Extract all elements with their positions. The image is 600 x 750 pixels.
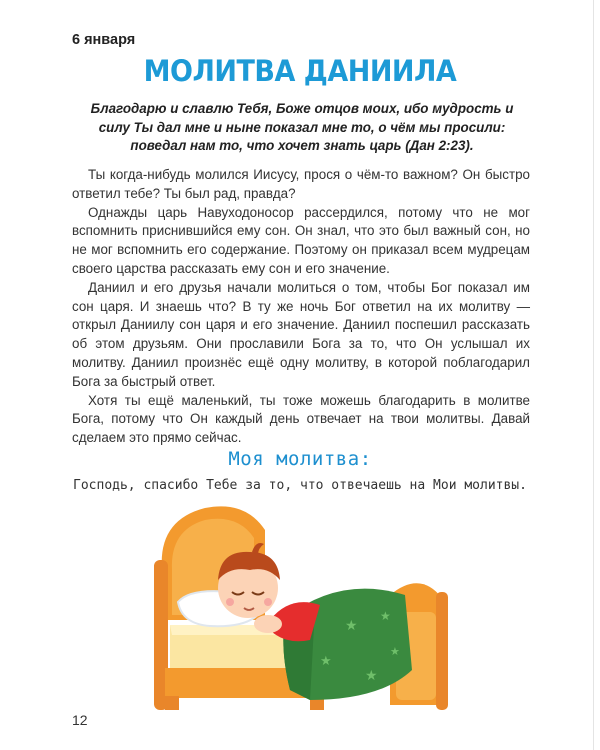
prayer-heading: Моя молитва:: [228, 448, 372, 470]
paragraph-4: Хотя ты ещё маленький, ты тоже можешь благодарить в молитве Бога, потому что Он каждый день отвечает на твои молитвы. Давай сделаем это прямо сейчас.: [72, 392, 530, 446]
date-header: 6 января: [72, 32, 136, 48]
svg-text:★: ★: [345, 618, 358, 634]
svg-text:★: ★: [380, 609, 391, 623]
svg-text:★: ★: [320, 654, 332, 669]
prayer-text: Господь, спасибо Тебе за то, что отвечаешь на Мои молитвы.: [73, 478, 527, 493]
svg-text:★: ★: [365, 668, 378, 684]
page-edge-line: [593, 0, 594, 750]
paragraph-1: Ты когда-нибудь молился Иисусу, прося о чём-то важном? Он быстро ответил тебе? Ты был рад, правда?: [72, 167, 530, 201]
page-title: МОЛИТВА ДАНИИЛА: [143, 54, 457, 89]
paragraph-2: Однажды царь Навуходоносор рассердился, потому что не мог вспомнить приснившийся ему сон. Он знал, что это был важный сон, но не мог вспомнить его содержание. Поэтому он приказал всем мудрецам своего царства рассказать ему сон и его значение.: [72, 204, 530, 276]
svg-text:★: ★: [390, 645, 400, 658]
paragraph-3: Даниил и его друзья начали молиться о том, чтобы Бог показал им сон царя. И знаешь что? В ту же ночь Бог ответил на их молитву — открыл Даниилу сон царя и его значение. Даниил поспешил рассказать об этом друзьям. Они прославили Бога за то, что Он услышал их молитву. Даниил произнёс ещё одну молитву, в которой поблагодарил Бога за быстрый ответ.: [72, 279, 530, 389]
boy-hand: [254, 615, 282, 633]
story-body: [72, 166, 530, 448]
page-number: 12: [72, 712, 88, 728]
bible-verse-epigraph: Благодарю и славлю Тебя, Боже отцов моих, ибо мудрость и силу Ты дал мне и ныне показал мне то, о чём мы просили: поведал нам то, что хочет знать царь (Дан 2:23).: [90, 101, 514, 153]
sleeping-boy-in-bed-illustration: [150, 500, 450, 710]
